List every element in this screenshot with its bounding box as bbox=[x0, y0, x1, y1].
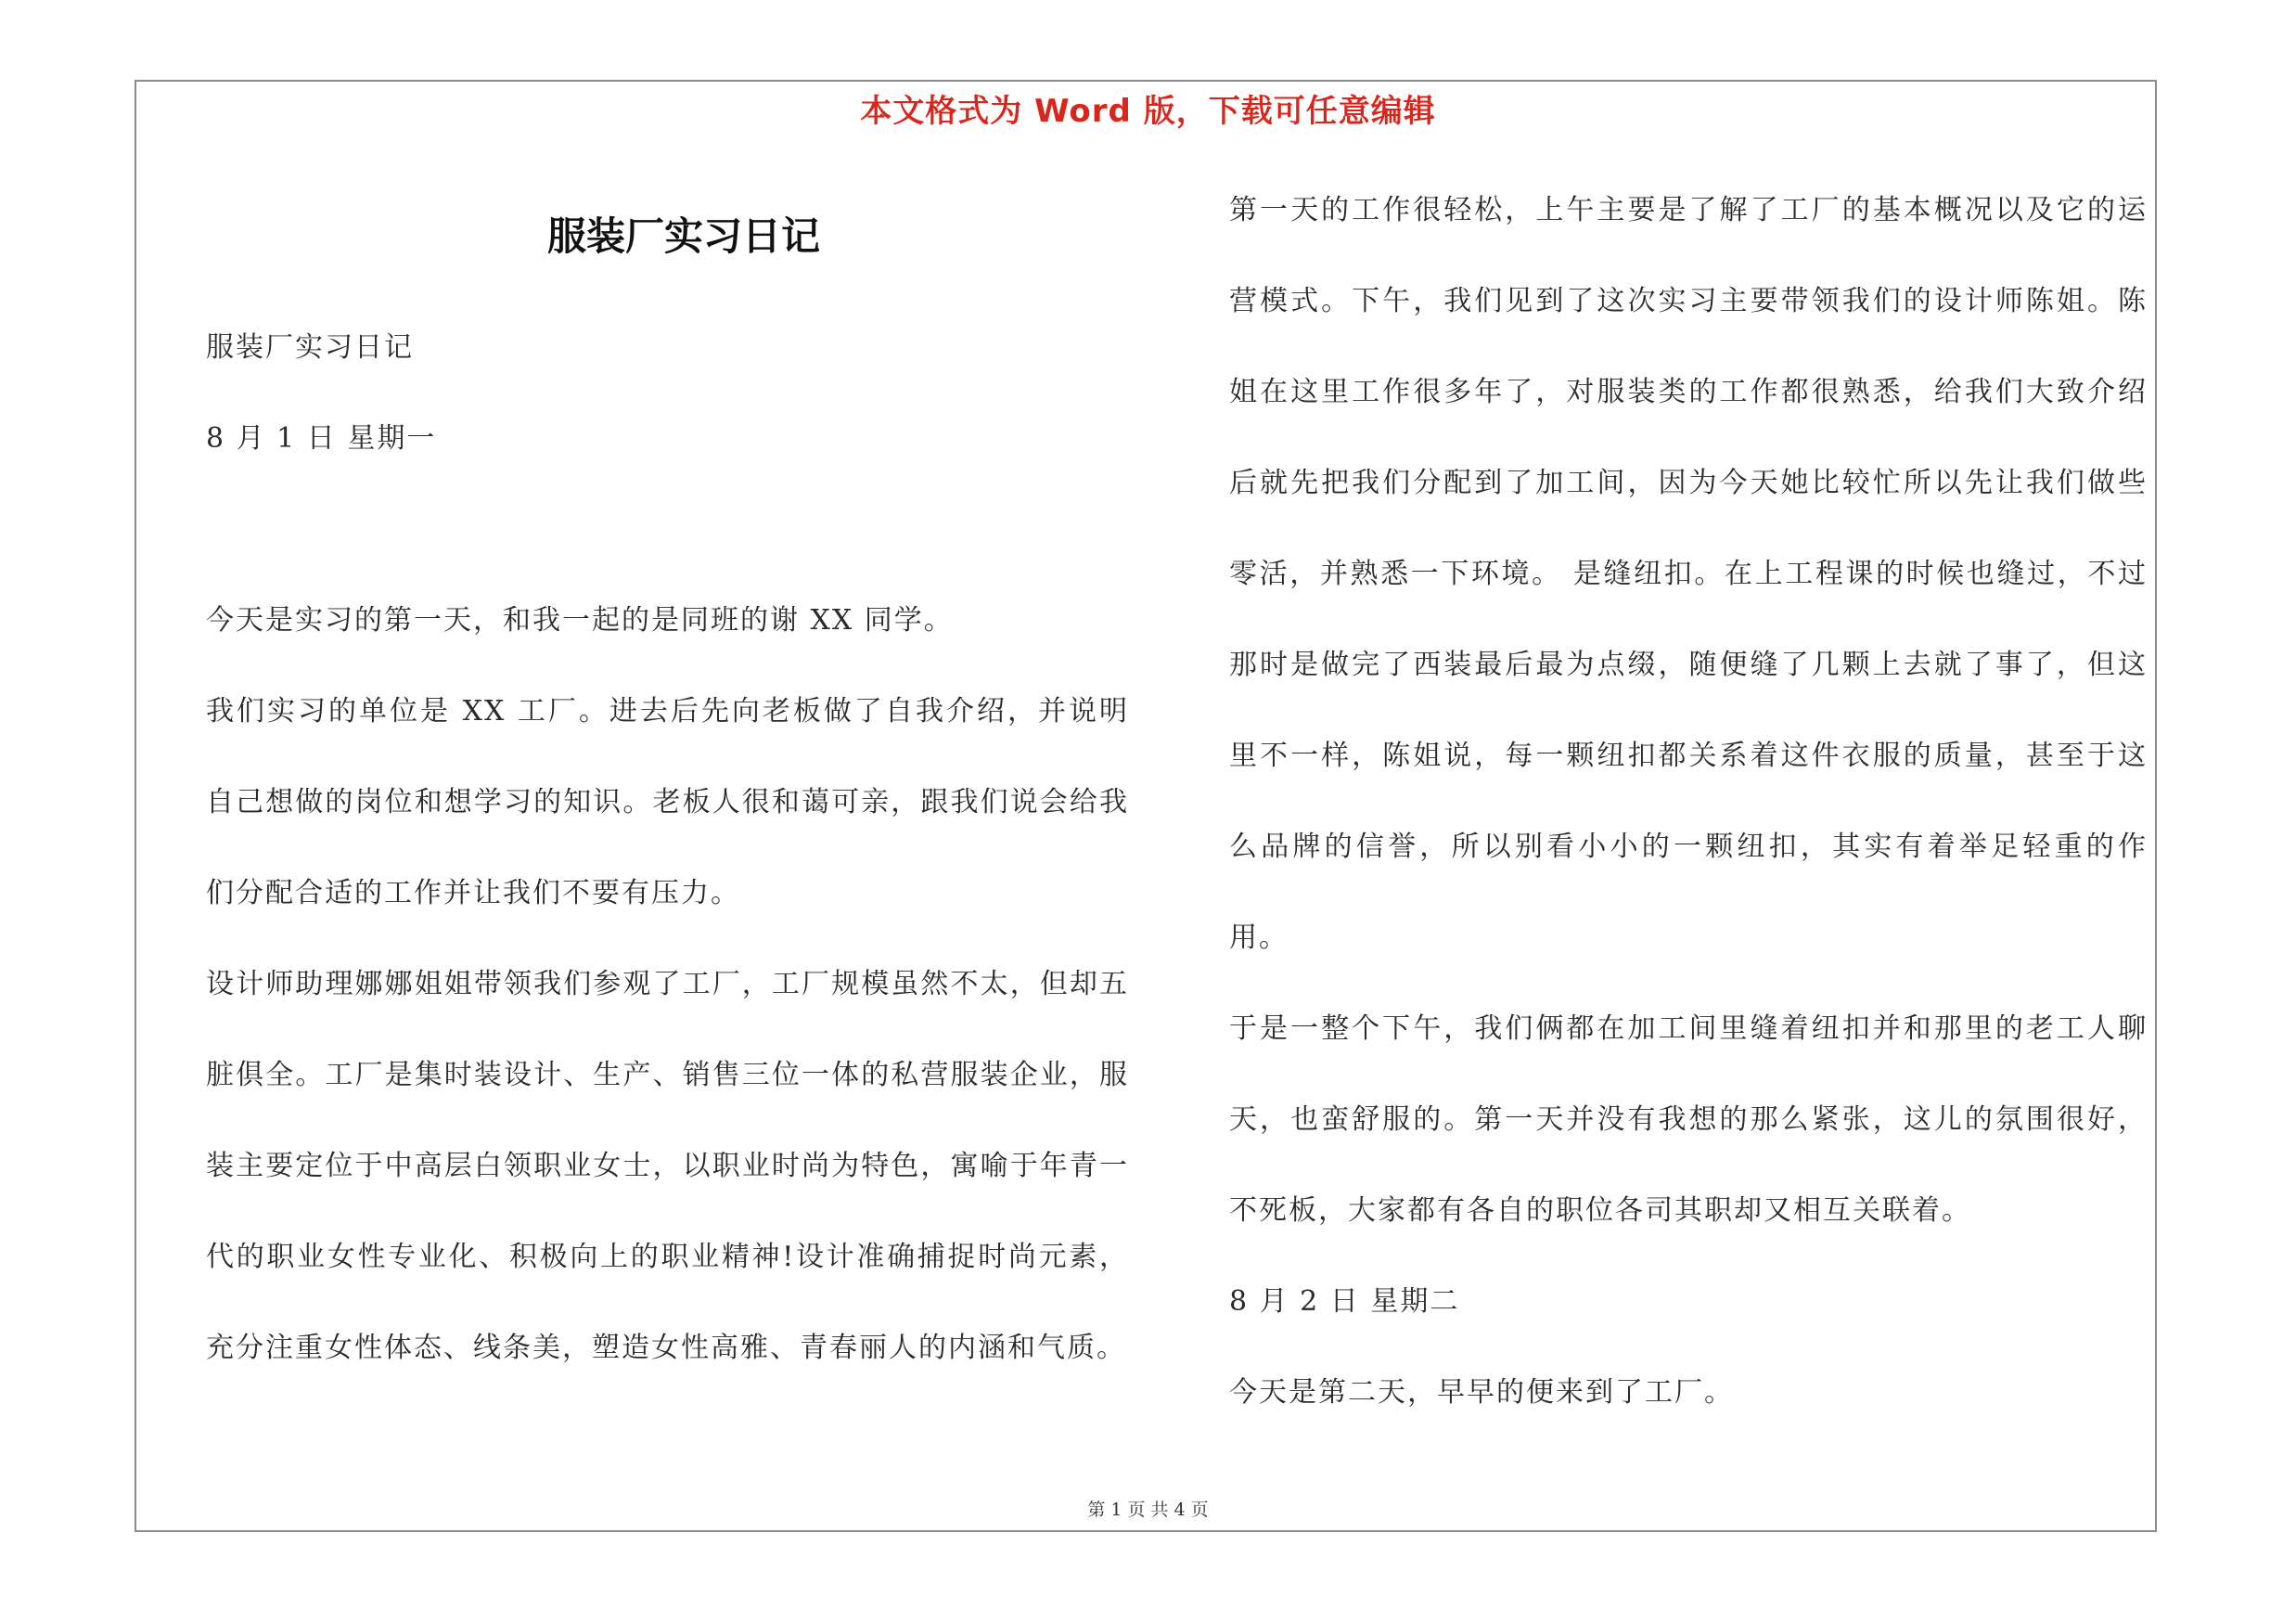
body-paragraph: 第一天的工作很轻松，上午主要是了解了工厂的基本概况以及它的运营模式。下午，我们见到了这次实习主要带领我们的设计师陈姐。陈姐在这里工作很多年了，对服装类的工作都很熟悉，给我们大致介绍后就先把我们分配到了加工间，因为今天她比较忙所以先让我们做些零活，并熟悉一下环境。 是缝纽扣。在上工程课的时候也缝过，不过那时是做完了西装最后最为点缀，随便缝了几颗上去就了事了，但这里不一样，陈姐说，每一颗纽扣都关系着这件衣服的质量，甚至于这么品牌的信誉，所以别看小小的一颗纽扣，其实有着举足轻重的作用。 bbox=[1229, 194, 2148, 954]
body-paragraph: 设计师助理娜娜姐姐带领我们参观了工厂，工厂规模虽然不太，但却五脏俱全。工厂是集时装设计、生产、销售三位一体的私营服装企业，服装主要定位于中高层白领职业女士，以职业时尚为特色，寓喻于年青一代的职业女性专业化、积极向上的职业精神!设计准确捕捉时尚元素，充分注重女性体态、线条美，塑造女性高雅、青春丽人的内涵和气质。 bbox=[206, 968, 1129, 1364]
body-paragraph: 我们实习的单位是 XX 工厂。进去后先向老板做了自我介绍，并说明自己想做的岗位和想学习的知识。老板人很和蔼可亲，跟我们说会给我们分配合适的工作并让我们不要有压力。 bbox=[206, 695, 1129, 909]
document-title: 服装厂实习日记 bbox=[546, 213, 820, 259]
body-paragraph: 今天是实习的第一天，和我一起的是同班的谢 XX 同学。 bbox=[206, 604, 954, 637]
page-number-footer: 第 1 页 共 4 页 bbox=[1087, 1500, 1209, 1520]
date-heading-aug2: 8 月 2 日 星期二 bbox=[1229, 1285, 1460, 1318]
body-paragraph: 于是一整个下午，我们俩都在加工间里缝着纽扣并和那里的老工人聊天，也蛮舒服的。第一天并没有我想的那么紧张，这儿的氛围很好，不死板，大家都有各自的职位各司其职却又相互关联着。 bbox=[1229, 1012, 2148, 1227]
subtitle-paragraph: 服装厂实习日记 bbox=[206, 331, 414, 364]
body-paragraph: 今天是第二天，早早的便来到了工厂。 bbox=[1229, 1376, 1734, 1409]
word-format-banner: 本文格式为 Word 版，下载可任意编辑 bbox=[860, 93, 1436, 130]
date-heading-aug1: 8 月 1 日 星期一 bbox=[206, 422, 437, 455]
